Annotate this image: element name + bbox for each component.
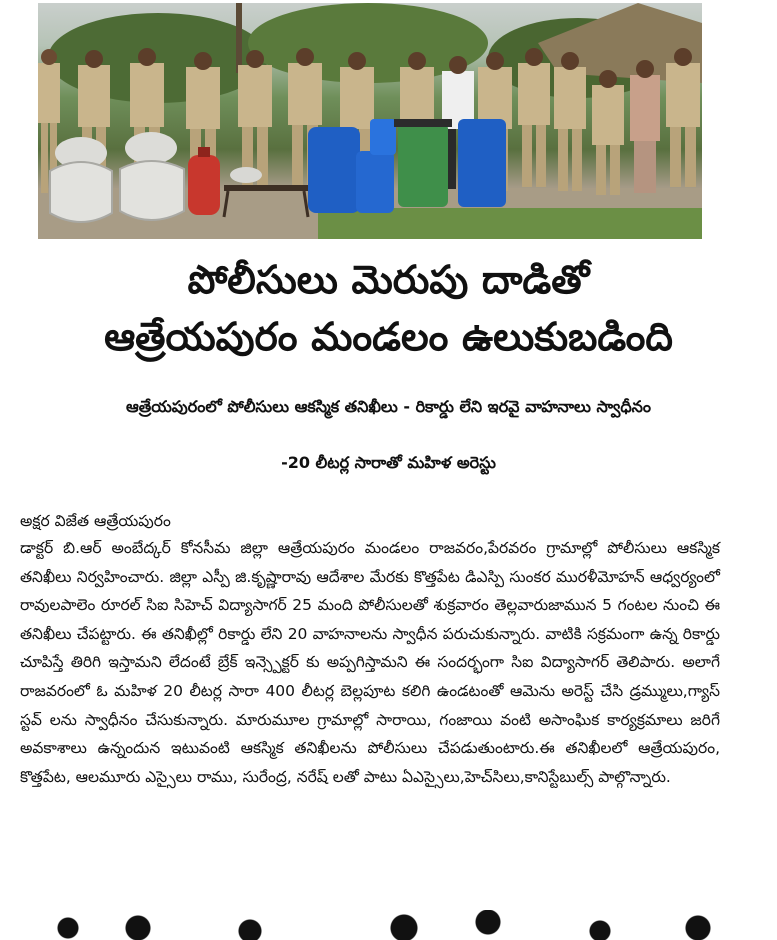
- headline-line-1: పోలీసులు మెరుపు దాడితో: [187, 258, 590, 303]
- news-photo: [38, 3, 702, 239]
- next-headline-cropped: [40, 900, 740, 940]
- article-body: డాక్టర్ బి.ఆర్ అంబేద్కర్ కోనసీమ జిల్లా ఆత్రేయపురం మండలం రాజవరం,పేరవరం గ్రామాల్లో పోలీసులు ఆకస్మిక తనిఖీలు నిర్వహించారు. జిల్లా ఎస్పీ జి.కృష్ణారావు ఆదేశాల మేరకు కొత్తపేట డిఎస్పి సుంకర మురళీమోహన్ ఆధ్వర్యంలో రావులపాలెం రూరల్ సిఐ సిహెచ్ విద్యాసాగర్ 25 మంది పోలీసులతో శుక్రవారం తెల్లవారుజామున 5 గంటల నుంచి ఈ తనిఖీలు చేపట్టారు. ఈ తనిఖీల్లో రికార్డు లేని 20 వాహనాలను స్వాధీన పరుచుకున్నారు. వాటికి సక్రమంగా ఉన్న రికార్డు చూపిస్తే తిరిగి ఇస్తామని లేదంటే బ్రేక్ ఇన్స్పెక్టర్ కు అప్పగిస్తామని ఈ సందర్భంగా సిఐ విద్యాసాగర్ తెలిపారు. అలాగే రాజవరంలో ఓ మహిళ 20 లీటర్ల సారా 400 లీటర్ల బెల్లపూట కలిగి ఉండటంతో ఆమెను అరెస్ట్ చేసి డ్రమ్ములు,గ్యాస్ స్టవ్ లను స్వాధీనం చేసుకున్నారు. మారుమూల గ్రామాల్లో సారాయి, గంజాయి వంటి అసాంఘిక కార్యక్రమాలు జరిగే అవకాశాలు ఉన్నందున ఇటువంటి ఆకస్మిక తనిఖీలను పోలీసులు చేపడుతుంటారు.ఈ తనిఖీలలో ఆత్రేయపురం, కొత్తపేట, ఆలమూరు ఎస్సైలు రాము, సురేంద్ర, నరేష్ లతో పాటు ఏఎస్సైలు,హెచ్‌సిలు,కానిస్టేబుల్స్ పాల్గొన్నారు.: [20, 539, 720, 786]
- police-seizure-illustration: [38, 3, 702, 239]
- subheading-2: -20 లీటర్ల సారాతో మహిళ అరెస్టు: [281, 453, 496, 472]
- headline-line-2: ఆత్రేయపురం మండలం ఉలుకుబడింది: [104, 315, 673, 360]
- byline: అక్షర విజేత ఆత్రేయపురం: [20, 512, 171, 530]
- subheading-1: ఆత్రేయపురంలో పోలీసులు ఆకస్మిక తనిఖీలు - రికార్డు లేని ఇరవై వాహనాలు స్వాధీనం: [126, 397, 651, 416]
